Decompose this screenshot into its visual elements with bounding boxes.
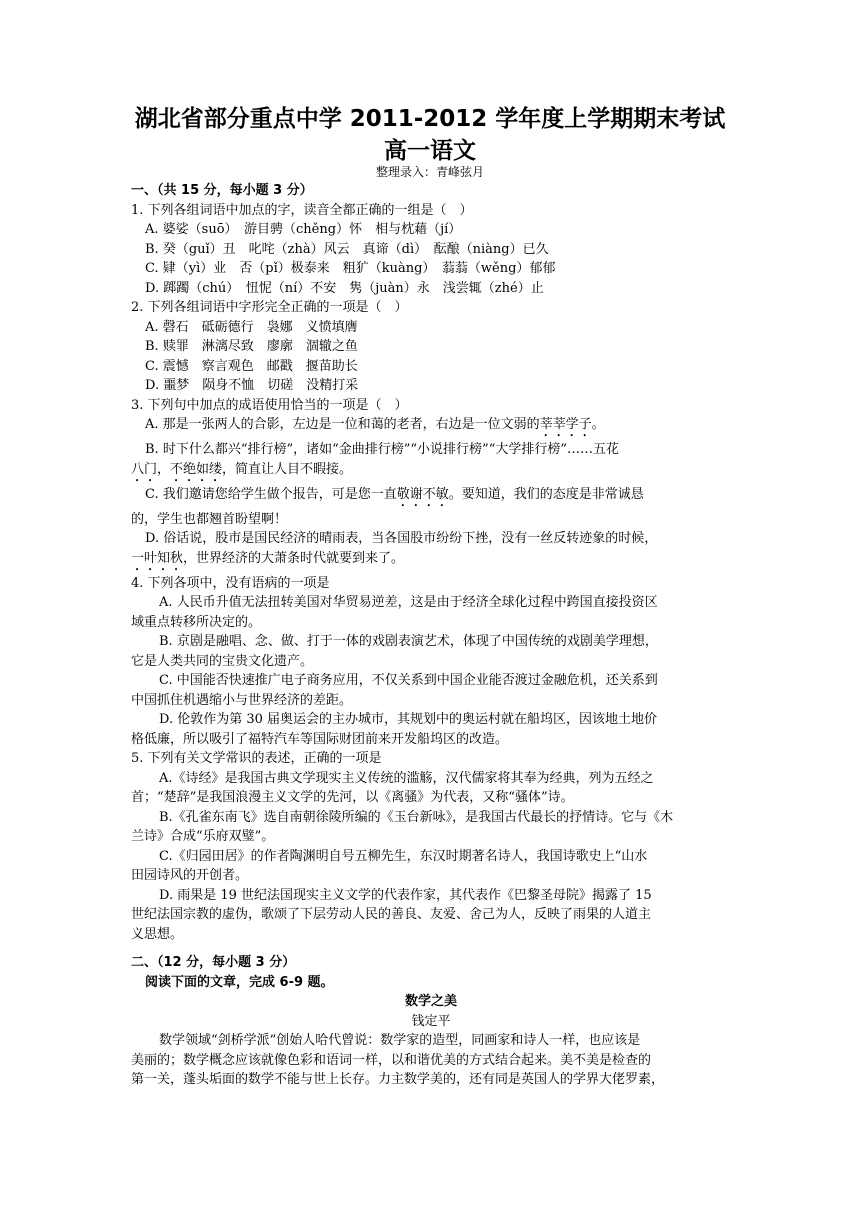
question-1-option-a: A. 婆娑（suō） 游目骋（chěng）怀 相与枕藉（jí） xyxy=(145,222,462,237)
question-4-stem: 4. 下列各项中，没有语病的一项是 xyxy=(131,575,330,591)
dotted-idiom: 一叶知秋 xyxy=(131,550,184,566)
question-4-option-a-line1: A. 人民币升值无法扭转美国对华贸易逆差，这是由于经济全球化过程中跨国直接投资区 xyxy=(159,595,658,610)
exam-title: 湖北省部分重点中学 2011-2012 学年度上学期期末考试 xyxy=(134,106,726,132)
article-paragraph-line2: 美丽的；数学概念应该就像色彩和语词一样，以和谐优美的方式结合起来。美不美是检查的 xyxy=(131,1052,652,1068)
question-5-option-a-line2: 首；“楚辞”是我国浪漫主义文学的先河，以《离骚》为代表，又称“骚体”诗。 xyxy=(131,790,574,805)
question-4-option-c-line2: 中国抓住机遇缩小与世界经济的差距。 xyxy=(131,692,353,708)
question-3-option-d-line1: D. 俗话说，股市是国民经济的晴雨表，当各国股市纷纷下挫，没有一丝反转迹象的时候， xyxy=(145,531,658,546)
question-1-option-d: D. 踯躅（chú） 忸怩（ní）不安 隽（juàn）永 浅尝辄（zhé）止 xyxy=(145,280,544,296)
question-4-option-d-line2: 格低廉，所以吸引了福特汽车等国际财团前来开发船坞区的改造。 xyxy=(131,731,509,747)
question-3-option-b-line2: 八门，不绝如缕，简直让人目不暇接。 xyxy=(131,461,353,477)
dotted-idiom: 莘莘学子 xyxy=(539,417,592,432)
reading-instruction: 阅读下面的文章，完成 6-9 题。 xyxy=(145,974,334,990)
question-1-stem: 1. 下列各组词语中加点的字，读音全都正确的一组是（ ） xyxy=(131,202,473,218)
section-1-heading: 一、（共 15 分，每小题 3 分） xyxy=(131,183,313,198)
question-3-option-c-line1: C. 我们邀请您给学生做个报告，可是您一直敬谢不敏。要知道，我们的态度是非常诚恳 xyxy=(145,486,644,502)
question-3-option-d-line2: 一叶知秋，世界经济的大萧条时代就要到来了。 xyxy=(131,550,405,566)
question-3-option-b-line1: B. 时下什么都兴“排行榜”，诸如“金曲排行榜”“小说排行榜”“大学排行榜”……五花 xyxy=(145,442,619,457)
compiler-credit: 整理录入：青峰弦月 xyxy=(375,165,484,179)
article-paragraph-line1: 数学领域“剑桥学派”创始人哈代曾说：数学家的造型，同画家和诗人一样，也应该是 xyxy=(159,1033,641,1048)
question-4-option-a-line2: 域重点转移所决定的。 xyxy=(131,614,262,630)
question-2-option-d: D. 噩梦 陨身不恤 切磋 没精打采 xyxy=(145,378,359,393)
question-4-option-b-line1: B. 京剧是融唱、念、做、打于一体的戏剧表演艺术，体现了中国传统的戏剧美学理想， xyxy=(159,634,658,649)
article-title: 数学之美 xyxy=(404,994,457,1009)
question-2-option-a: A. 磬石 砥砺德行 袅娜 义愤填膺 xyxy=(145,319,358,335)
question-4-option-b-line2: 它是人类共同的宝贵文化遗产。 xyxy=(131,653,314,669)
question-3-option-c-line2: 的，学生也都翘首盼望啊！ xyxy=(131,511,288,527)
article-author: 钱定平 xyxy=(411,1013,451,1029)
exam-subject: 高一语文 xyxy=(384,138,476,164)
question-5-option-c-line1: C.《归园田居》的作者陶渊明自号五柳先生，东汉时期著名诗人，我国诗歌史上“山水 xyxy=(159,848,648,864)
question-5-option-c-line2: 田园诗风的开创者。 xyxy=(131,868,249,883)
section-2-heading: 二、（12 分，每小题 3 分） xyxy=(131,955,296,970)
question-5-option-a-line1: A.《诗经》是我国古典文学现实主义传统的滥觞，汉代儒家将其奉为经典，列为五经之 xyxy=(159,770,654,786)
question-2-option-b: B. 赎罪 淋漓尽致 廖廓 涸辙之鱼 xyxy=(145,339,358,354)
question-5-option-d-line1: D. 雨果是 19 世纪法国现实主义文学的代表作家，其代表作《巴黎圣母院》揭露了 15 xyxy=(159,887,652,903)
dotted-idiom: 八门，不绝如缕 xyxy=(131,461,223,477)
question-5-option-b-line2: 兰诗》合成“乐府双璧”。 xyxy=(131,829,275,844)
dotted-idiom: 敬谢不敏 xyxy=(396,486,449,502)
section-gap xyxy=(131,944,731,953)
question-2-stem: 2. 下列各组词语中字形完全正确的一项是（ ） xyxy=(131,300,408,315)
question-3-stem: 3. 下列句中加点的成语使用恰当的一项是（ ） xyxy=(131,397,408,413)
question-3-option-a: A. 那是一张两人的合影，左边是一位和蔼的老者，右边是一位文弱的莘莘学子。 xyxy=(145,417,605,432)
question-1-option-c: C. 肄（yì）业 否（pǐ）极泰来 粗犷（kuàng） 蓊蓊（wěng）郁郁 xyxy=(145,261,556,276)
question-5-option-d-line3: 义思想。 xyxy=(131,926,184,942)
article-paragraph-line3: 第一关，蓬头垢面的数学不能与世上长存。力主数学美的，还有同是英国人的学界大佬罗素， xyxy=(131,1072,665,1087)
exam-body xyxy=(131,181,731,1090)
question-5-option-b-line1: B.《孔雀东南飞》选自南朝徐陵所编的《玉台新咏》，是我国古代最长的抒情诗。它与《木 xyxy=(159,809,674,825)
question-5-stem: 5. 下列有关文学常识的表述，正确的一项是 xyxy=(131,751,382,766)
question-4-option-c-line1: C. 中国能否快速推广电子商务应用，不仅关系到中国企业能否渡过金融危机，还关系到 xyxy=(159,673,658,688)
question-4-option-d-line1: D. 伦敦作为第 30 届奥运会的主办城市，其规划中的奥运村就在船坞区，因该地土地价 xyxy=(159,712,658,727)
question-1-option-b: B. 癸（guǐ）丑 叱咤（zhà）风云 真谛（dì） 酝酿（niàng）已久 xyxy=(145,241,549,257)
question-5-option-d-line2: 世纪法国宗教的虚伪，歌颂了下层劳动人民的善良、友爱、舍己为人，反映了雨果的人道主 xyxy=(131,907,652,922)
question-2-option-c: C. 震憾 察言观色 邮戳 揠苗助长 xyxy=(145,358,358,374)
